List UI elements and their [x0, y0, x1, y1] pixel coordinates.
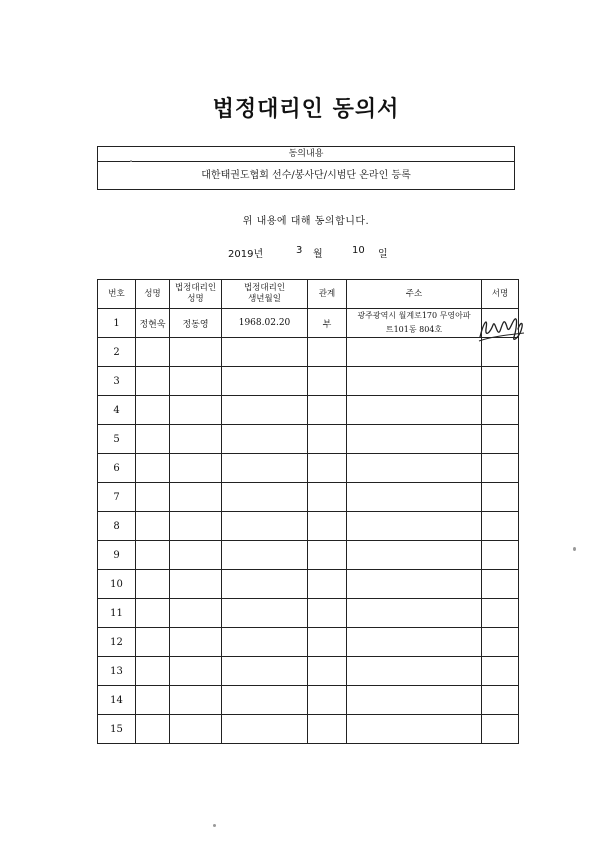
consent-header: 동의내용 — [98, 147, 514, 162]
header-signature: 서명 — [482, 280, 519, 309]
date-day: 10 — [352, 245, 365, 256]
cell-relation — [308, 338, 347, 367]
cell-relation — [308, 599, 347, 628]
date-month: 3 — [296, 245, 303, 256]
cell-guardian-name — [170, 483, 222, 512]
cell-address — [347, 715, 482, 744]
cell-signature — [482, 686, 519, 715]
cell-name — [136, 570, 170, 599]
cell-relation — [308, 686, 347, 715]
row-number: 4 — [98, 396, 136, 425]
table-row — [98, 541, 519, 570]
cell-signature — [482, 396, 519, 425]
cell-guardian-birth — [222, 367, 308, 396]
cell-relation — [308, 570, 347, 599]
cell-guardian-birth — [222, 628, 308, 657]
table-row — [98, 396, 519, 425]
cell-guardian-birth — [222, 599, 308, 628]
row-number: 6 — [98, 454, 136, 483]
row-number: 8 — [98, 512, 136, 541]
cell-name — [136, 396, 170, 425]
date-year: 2019년 — [228, 249, 264, 260]
table-row — [98, 570, 519, 599]
cell-relation — [308, 541, 347, 570]
cell-address — [347, 367, 482, 396]
row-number: 1 — [98, 309, 136, 338]
row-number: 10 — [98, 570, 136, 599]
cell-guardian-birth — [222, 686, 308, 715]
cell-guardian-name — [170, 454, 222, 483]
cell-guardian-name: 정동영 — [170, 309, 222, 338]
cell-address — [347, 570, 482, 599]
header-guardian-birth: 법정대리인 생년월일 — [222, 280, 308, 309]
cell-address: 광주광역시 월계로170 무영아파 트101동 804호 — [347, 309, 482, 338]
cell-name — [136, 599, 170, 628]
row-number: 7 — [98, 483, 136, 512]
row-number: 3 — [98, 367, 136, 396]
cell-guardian-name — [170, 599, 222, 628]
cell-guardian-name — [170, 512, 222, 541]
cell-guardian-name — [170, 396, 222, 425]
cell-relation — [308, 512, 347, 541]
row-number: 13 — [98, 657, 136, 686]
cell-relation — [308, 367, 347, 396]
cell-relation — [308, 483, 347, 512]
cell-guardian-birth — [222, 483, 308, 512]
row-number: 15 — [98, 715, 136, 744]
cell-signature — [482, 454, 519, 483]
table-header-row — [98, 280, 519, 309]
cell-guardian-birth — [222, 541, 308, 570]
cell-guardian-name — [170, 338, 222, 367]
header-name: 성명 — [136, 280, 170, 309]
table-row — [98, 512, 519, 541]
cell-guardian-name — [170, 657, 222, 686]
cell-guardian-name — [170, 367, 222, 396]
cell-signature — [482, 512, 519, 541]
document-title: 법정대리인 동의서 — [212, 96, 400, 122]
table-row — [98, 686, 519, 715]
cell-guardian-birth — [222, 396, 308, 425]
header-relation: 관계 — [308, 280, 347, 309]
consent-body: 대한태권도협회 선수/봉사단/시범단 온라인 등록 — [201, 170, 411, 181]
cell-guardian-birth — [222, 715, 308, 744]
cell-name — [136, 512, 170, 541]
cell-guardian-birth — [222, 425, 308, 454]
cell-guardian-birth — [222, 657, 308, 686]
cell-address — [347, 599, 482, 628]
cell-guardian-birth — [222, 570, 308, 599]
table-row — [98, 483, 519, 512]
row-number: 2 — [98, 338, 136, 367]
cell-relation — [308, 396, 347, 425]
cell-relation: 부 — [308, 309, 347, 338]
cell-relation — [308, 628, 347, 657]
cell-address — [347, 338, 482, 367]
cell-guardian-name — [170, 570, 222, 599]
cell-address — [347, 686, 482, 715]
consent-content-box — [97, 146, 515, 190]
cell-relation — [308, 425, 347, 454]
cell-name — [136, 425, 170, 454]
cell-name — [136, 541, 170, 570]
cell-name — [136, 454, 170, 483]
row-number: 11 — [98, 599, 136, 628]
cell-guardian-name — [170, 628, 222, 657]
date-day-unit: 일 — [378, 249, 388, 260]
cell-name — [136, 657, 170, 686]
cell-guardian-name — [170, 541, 222, 570]
cell-name — [136, 483, 170, 512]
cell-address — [347, 657, 482, 686]
cell-guardian-name — [170, 686, 222, 715]
header-guardian-name: 법정대리인 성명 — [170, 280, 222, 309]
cell-name: 정현욱 — [136, 309, 170, 338]
cell-signature — [482, 541, 519, 570]
cell-guardian-birth — [222, 512, 308, 541]
cell-address — [347, 454, 482, 483]
guardian-table — [97, 279, 519, 744]
signature-icon — [476, 307, 528, 347]
header-number: 번호 — [98, 280, 136, 309]
row-number: 14 — [98, 686, 136, 715]
cell-signature — [482, 483, 519, 512]
header-address: 주소 — [347, 280, 482, 309]
date-month-unit: 월 — [313, 249, 323, 260]
cell-signature — [482, 715, 519, 744]
row-number: 5 — [98, 425, 136, 454]
cell-signature — [482, 367, 519, 396]
table-row — [98, 715, 519, 744]
cell-name — [136, 715, 170, 744]
row-number: 12 — [98, 628, 136, 657]
row-number: 9 — [98, 541, 136, 570]
cell-address — [347, 396, 482, 425]
cell-signature — [482, 599, 519, 628]
table-row — [98, 599, 519, 628]
agreement-statement: 위 내용에 대해 동의합니다. — [242, 216, 370, 227]
table-row — [98, 657, 519, 686]
cell-name — [136, 338, 170, 367]
cell-name — [136, 628, 170, 657]
table-row — [98, 454, 519, 483]
cell-relation — [308, 715, 347, 744]
cell-address — [347, 512, 482, 541]
cell-relation — [308, 454, 347, 483]
cell-signature — [482, 628, 519, 657]
cell-guardian-birth: 1968.02.20 — [222, 309, 308, 338]
table-row — [98, 338, 519, 367]
table-row — [98, 367, 519, 396]
cell-address — [347, 628, 482, 657]
cell-address — [347, 483, 482, 512]
table-row — [98, 309, 519, 338]
cell-address — [347, 541, 482, 570]
cell-signature — [482, 570, 519, 599]
table-row — [98, 425, 519, 454]
cell-signature — [482, 657, 519, 686]
cell-name — [136, 367, 170, 396]
cell-signature — [482, 425, 519, 454]
cell-guardian-birth — [222, 338, 308, 367]
cell-guardian-name — [170, 425, 222, 454]
cell-address — [347, 425, 482, 454]
cell-name — [136, 686, 170, 715]
cell-relation — [308, 657, 347, 686]
table-row — [98, 628, 519, 657]
cell-guardian-birth — [222, 454, 308, 483]
cell-guardian-name — [170, 715, 222, 744]
